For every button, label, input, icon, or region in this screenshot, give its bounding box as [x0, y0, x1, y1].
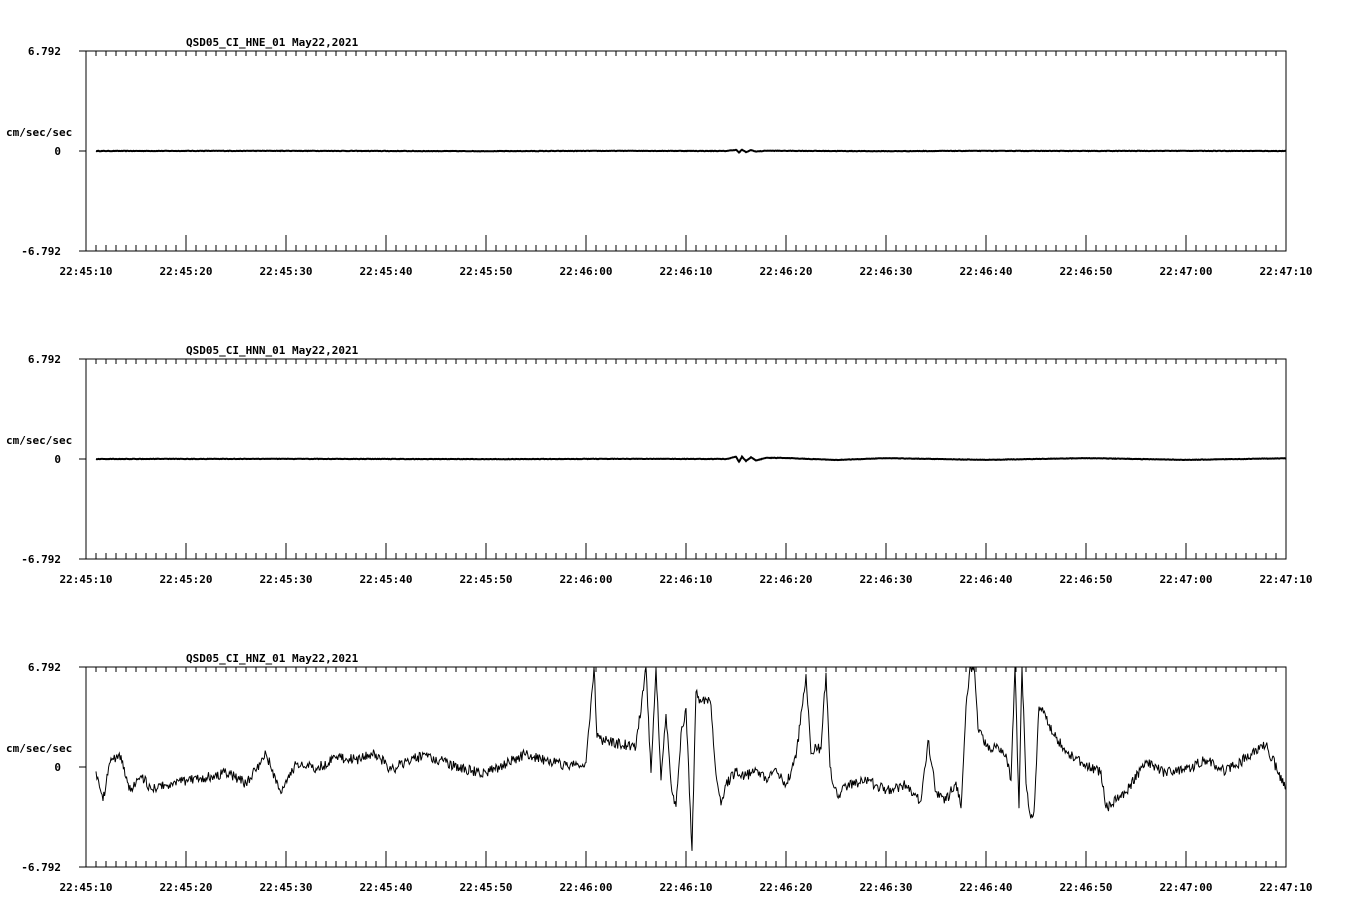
x-tick-label: 22:45:40: [359, 265, 413, 278]
x-tick-label: 22:45:50: [459, 881, 513, 894]
chart-title: QSD05_CI_HNZ_01 May22,2021: [186, 652, 359, 665]
chart-panel-1: [6, 36, 1312, 278]
x-tick-label: 22:46:10: [659, 573, 713, 586]
x-tick-label: 22:45:50: [459, 265, 513, 278]
x-tick-label: 22:47:10: [1259, 573, 1313, 586]
x-tick-label: 22:46:40: [959, 265, 1013, 278]
x-tick-label: 22:46:50: [1059, 265, 1113, 278]
x-tick-label: 22:45:10: [59, 881, 113, 894]
x-tick-label: 22:46:10: [659, 265, 713, 278]
chart-title: QSD05_CI_HNN_01 May22,2021: [186, 344, 359, 357]
x-tick-label: 22:45:20: [159, 265, 213, 278]
y-tick-label: 0: [54, 145, 61, 158]
chart-panel-2: [6, 344, 1312, 586]
x-tick-label: 22:47:00: [1159, 881, 1213, 894]
chart-panel-3: [6, 652, 1312, 894]
y-tick-label: 0: [54, 761, 61, 774]
x-tick-label: 22:47:10: [1259, 265, 1313, 278]
x-tick-label: 22:46:20: [759, 881, 813, 894]
x-tick-label: 22:46:10: [659, 881, 713, 894]
x-tick-label: 22:45:20: [159, 573, 213, 586]
series-trace: [96, 457, 1286, 462]
y-tick-label: -6.792: [21, 861, 61, 874]
y-tick-label: 6.792: [27, 353, 61, 366]
chart-title: QSD05_CI_HNE_01 May22,2021: [186, 36, 359, 49]
y-axis-label: cm/sec/sec: [6, 126, 73, 139]
x-tick-label: 22:45:40: [359, 881, 413, 894]
series-trace: [96, 667, 1286, 851]
x-tick-label: 22:46:50: [1059, 573, 1113, 586]
plot-frame: [86, 667, 1286, 867]
x-tick-label: 22:47:00: [1159, 265, 1213, 278]
x-tick-label: 22:45:20: [159, 881, 213, 894]
x-tick-label: 22:46:20: [759, 573, 813, 586]
x-tick-label: 22:46:30: [859, 573, 913, 586]
x-tick-label: 22:46:00: [559, 881, 613, 894]
x-tick-label: 22:45:10: [59, 573, 113, 586]
x-tick-label: 22:45:30: [259, 573, 313, 586]
x-tick-label: 22:45:40: [359, 573, 413, 586]
x-tick-label: 22:46:30: [859, 881, 913, 894]
x-tick-label: 22:45:50: [459, 573, 513, 586]
y-axis-label: cm/sec/sec: [6, 434, 73, 447]
x-tick-label: 22:46:20: [759, 265, 813, 278]
y-tick-label: -6.792: [21, 553, 61, 566]
series-trace: [96, 150, 1286, 153]
x-tick-label: 22:45:30: [259, 881, 313, 894]
x-tick-label: 22:46:50: [1059, 881, 1113, 894]
x-tick-label: 22:46:40: [959, 881, 1013, 894]
x-tick-label: 22:47:00: [1159, 573, 1213, 586]
x-tick-label: 22:46:00: [559, 265, 613, 278]
x-tick-label: 22:46:40: [959, 573, 1013, 586]
x-tick-label: 22:45:30: [259, 265, 313, 278]
x-tick-label: 22:45:10: [59, 265, 113, 278]
y-tick-label: 6.792: [27, 45, 61, 58]
x-tick-label: 22:46:30: [859, 265, 913, 278]
y-axis-label: cm/sec/sec: [6, 742, 73, 755]
y-tick-label: 6.792: [27, 661, 61, 674]
x-tick-label: 22:47:10: [1259, 881, 1313, 894]
y-tick-label: 0: [54, 453, 61, 466]
x-tick-label: 22:46:00: [559, 573, 613, 586]
y-tick-label: -6.792: [21, 245, 61, 258]
